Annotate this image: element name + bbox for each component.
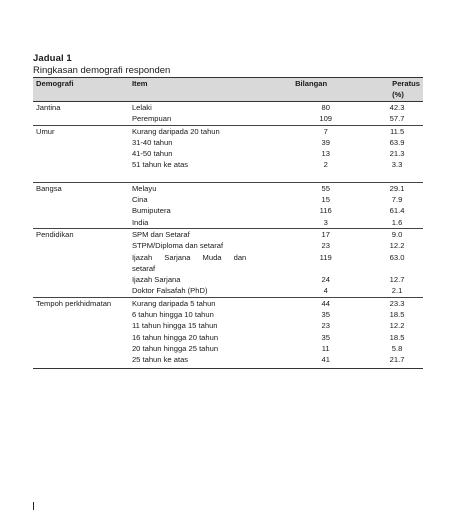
table-row [33,263,423,274]
table-row [33,274,423,285]
table-row [33,297,423,309]
table-row [33,320,423,331]
cell-bilangan [252,263,354,274]
cell-bilangan: 39 [321,137,330,147]
table-row [33,343,423,354]
cell-bilangan: 41 [252,354,354,368]
cell-peratus [354,263,423,274]
cell-peratus: 57.7 [389,114,405,124]
cell-item: Perempuan [131,114,172,124]
cell-bilangan: 109 [319,114,333,124]
table-title: Jadual 1 [33,53,72,64]
cell-bilangan: 11 [321,343,330,353]
cell-peratus: 42.3 [354,102,423,114]
cell-peratus: 1.6 [391,217,403,227]
cell-bilangan: 7 [252,125,354,137]
cell-peratus: 63.9 [389,137,405,147]
cell-bilangan: 35 [321,332,330,342]
table-row [33,252,423,263]
cell-bilangan: 55 [252,182,354,194]
group-label: Jantina [33,102,129,114]
cell-item: 51 tahun ke atas [131,160,189,170]
table-row [33,113,423,125]
cell-item: 41-50 tahun [131,149,173,159]
cell-peratus: 23.3 [354,297,423,309]
table-row [33,285,423,297]
table-body [33,102,423,369]
table-caption: Ringkasan demografi responden [33,65,171,76]
table-row [33,217,423,229]
cell-bilangan: 24 [321,275,330,285]
cell-bilangan: 23 [321,321,330,331]
table-row [33,125,423,137]
cell-peratus: 3.3 [391,160,403,170]
cell-item: Kurang daripada 20 tahun [129,125,252,137]
cell-peratus: 63.0 [389,252,405,262]
table-spacer-row [33,171,423,183]
cell-bilangan: 15 [321,195,330,205]
table-row [33,148,423,159]
cell-peratus: 9.0 [354,228,423,240]
cell-item: Ijazah Sarjana Muda dan [131,252,247,262]
cell-item: 20 tahun hingga 25 tahun [131,343,219,353]
cell-item: Melayu [129,182,252,194]
cell-peratus: 61.4 [389,206,405,216]
cell-item: Bumiputera [131,206,171,216]
cell-peratus: 12.7 [389,275,405,285]
cell-bilangan: 4 [323,286,328,296]
table-row [33,182,423,194]
cell-item: 25 tahun ke atas [129,354,252,368]
cell-item: India [131,217,149,227]
cell-bilangan: 116 [319,206,332,216]
cell-bilangan: 2 [323,160,328,170]
cell-item: setaraf [131,263,156,273]
cell-peratus: 18.5 [389,332,405,342]
cell-peratus: 21.7 [354,354,423,368]
header-peratus [354,78,423,102]
table-row [33,309,423,320]
table-row [33,332,423,343]
cell-peratus: 12.2 [389,241,405,251]
cell-item: Doktor Falsafah (PhD) [131,286,208,296]
cell-peratus: 18.5 [389,310,405,320]
cell-bilangan: 80 [252,102,354,114]
cell-bilangan: 119 [319,252,332,262]
table-row [33,194,423,205]
group-label: Bangsa [33,182,129,194]
table-row [33,228,423,240]
table-row [33,102,423,114]
header-peratus-line2: (%) [392,90,404,100]
header-item: Item [129,78,252,102]
cell-peratus: 5.8 [391,343,403,353]
cell-item: 31-40 tahun [131,137,173,147]
cell-bilangan: 3 [323,217,328,227]
cell-bilangan: 23 [321,241,330,251]
table-row [33,354,423,368]
group-label: Tempoh perkhidmatan [33,297,129,309]
cell-peratus: 12.2 [389,321,405,331]
table-row [33,205,423,216]
cell-bilangan: 44 [252,297,354,309]
table-row [33,137,423,148]
cell-peratus: 21.3 [389,149,405,159]
demographics-table [33,77,423,369]
group-label: Umur [33,125,129,137]
cell-item: Kurang daripada 5 tahun [129,297,252,309]
cell-item: SPM dan Setaraf [129,228,252,240]
header-bilangan: Bilangan [252,78,354,102]
cell-item: 11 tahun hingga 15 tahun [131,321,218,331]
cell-peratus: 11.5 [354,125,423,137]
cell-item: 16 tahun hingga 20 tahun [131,332,219,342]
cell-peratus: 2.1 [391,286,403,296]
table-row [33,240,423,251]
cell-bilangan: 17 [252,228,354,240]
cell-peratus: 7.9 [391,195,403,205]
cell-item: STPM/Diploma dan setaraf [131,241,224,251]
table-row [33,159,423,170]
cell-bilangan: 35 [321,310,330,320]
cell-item: 6 tahun hingga 10 tahun [131,310,214,320]
group-label: Pendidikan [33,228,129,240]
cell-item: Cina [131,195,148,205]
header-demografi: Demografi [33,78,129,102]
table-header-row [33,78,423,102]
cell-item: Ijazah Sarjana [131,275,181,285]
cell-peratus: 29.1 [354,182,423,194]
cell-bilangan: 13 [321,149,330,159]
cell-item: Lelaki [129,102,252,114]
header-peratus-line1: Peratus [392,79,420,88]
page-edge-mark [33,502,34,510]
